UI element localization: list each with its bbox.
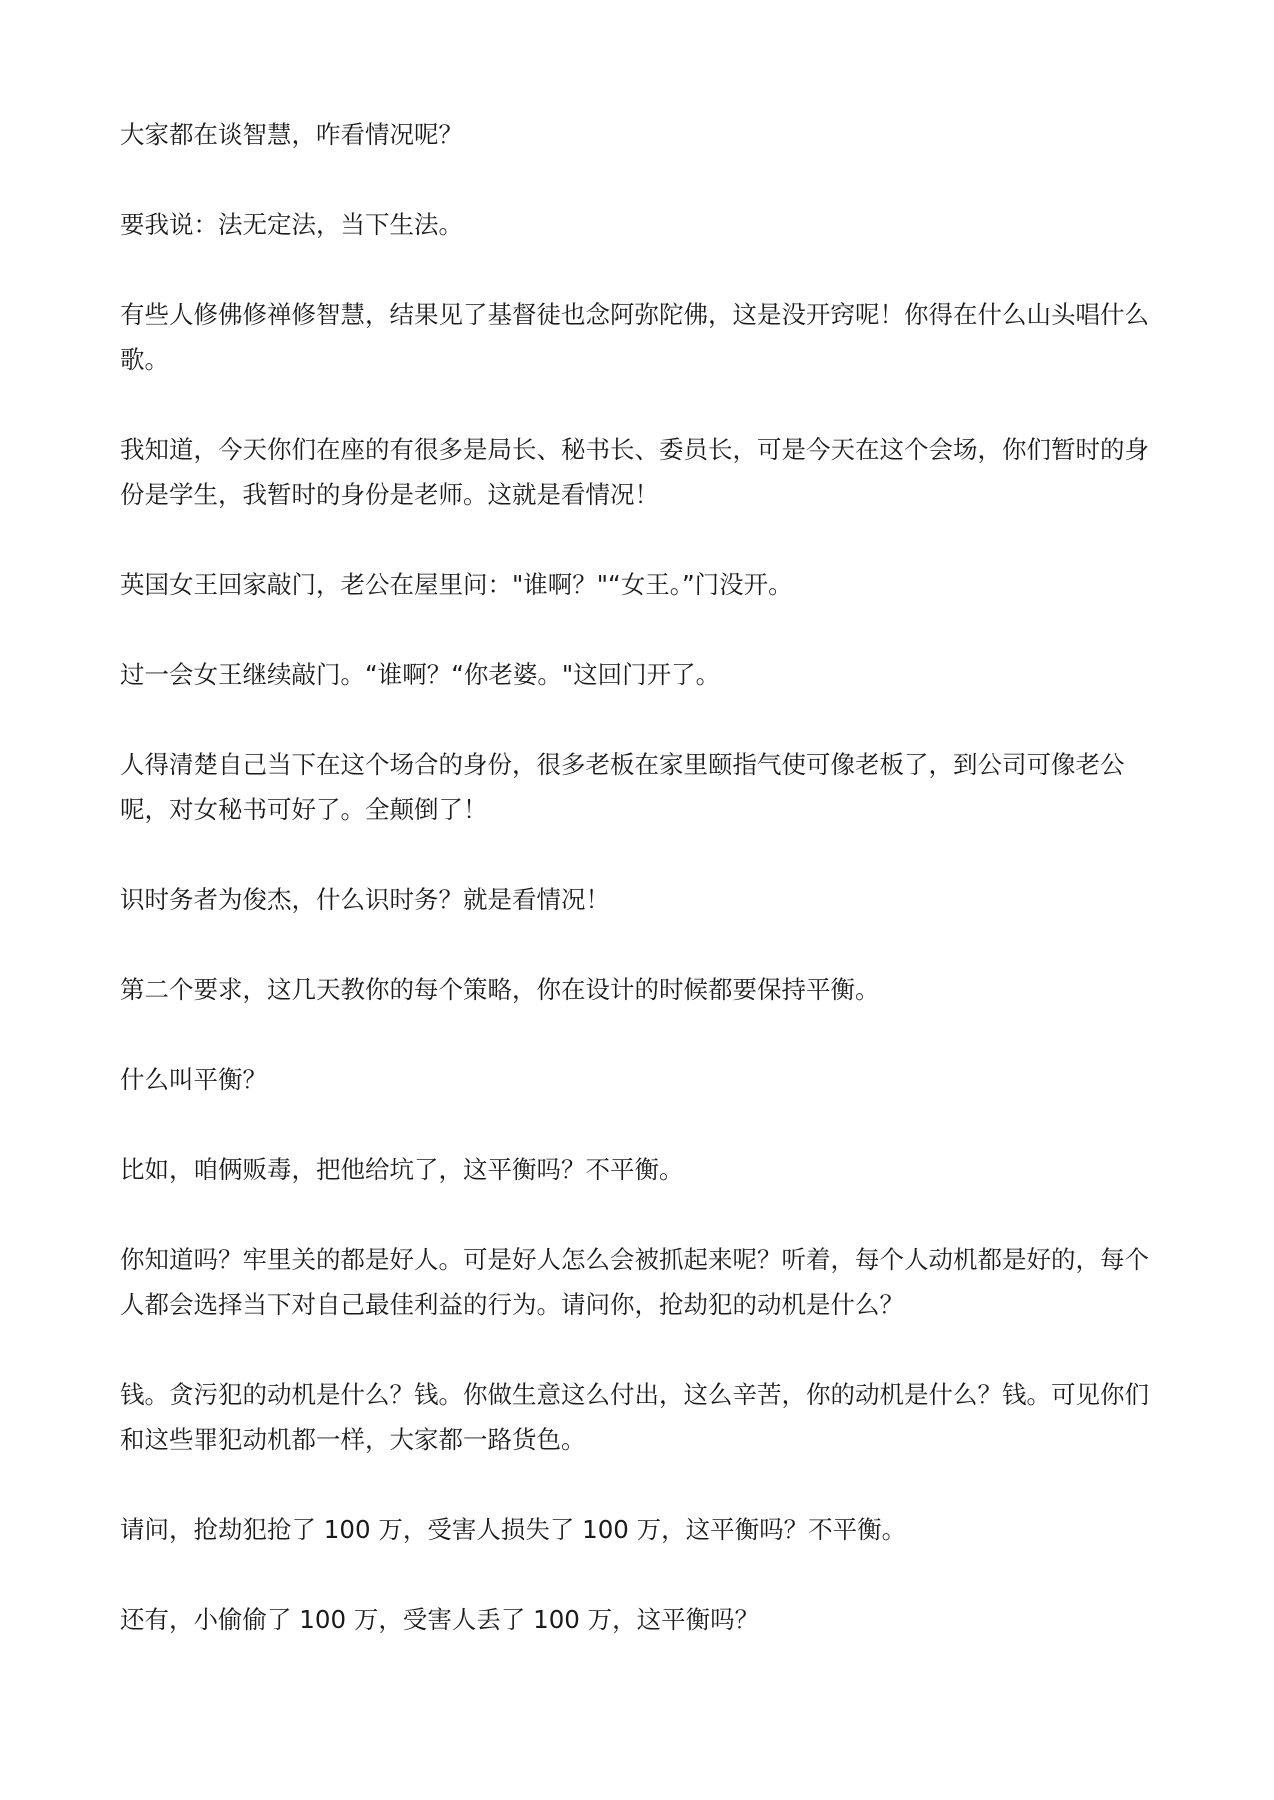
paragraph-9: 第二个要求，这几天教你的每个策略，你在设计的时候都要保持平衡。 — [120, 975, 880, 1004]
paragraph-4: 我知道，今天你们在座的有很多是局长、秘书长、委员长，可是今天在这个会场，你们暂时的身份是学生，我暂时的身份是老师。这就是看情况！ — [120, 435, 1149, 509]
paragraph-10: 什么叫平衡？ — [120, 1065, 267, 1094]
document-body — [120, 112, 1170, 1642]
paragraph-3: 有些人修佛修禅修智慧，结果见了基督徒也念阿弥陀佛，这是没开窍呢！你得在什么山头唱什么歌。 — [120, 300, 1149, 374]
paragraph-5: 英国女王回家敲门，老公在屋里问："谁啊？"“女王。”门没开。 — [120, 570, 793, 599]
paragraph-8: 识时务者为俊杰，什么识时务？就是看情况！ — [120, 885, 610, 914]
paragraph-11: 比如，咱俩贩毒，把他给坑了，这平衡吗？不平衡。 — [120, 1155, 684, 1184]
paragraph-12: 你知道吗？牢里关的都是好人。可是好人怎么会被抓起来呢？听着，每个人动机都是好的，每个人都会选择当下对自己最佳利益的行为。请问你，抢劫犯的动机是什么？ — [120, 1245, 1149, 1319]
paragraph-13: 钱。贪污犯的动机是什么？钱。你做生意这么付出，这么辛苦，你的动机是什么？钱。可见你们和这些罪犯动机都一样，大家都一路货色。 — [120, 1380, 1149, 1454]
paragraph-6: 过一会女王继续敲门。“谁啊？“你老婆。"这回门开了。 — [120, 660, 721, 689]
paragraph-2: 要我说：法无定法，当下生法。 — [120, 210, 463, 239]
paragraph-14: 请问，抢劫犯抢了 100 万，受害人损失了 100 万，这平衡吗？不平衡。 — [120, 1515, 907, 1544]
paragraph-15: 还有，小偷偷了 100 万，受害人丢了 100 万，这平衡吗？ — [120, 1605, 760, 1634]
paragraph-7: 人得清楚自己当下在这个场合的身份，很多老板在家里颐指气使可像老板了，到公司可像老公呢，对女秘书可好了。全颠倒了！ — [120, 750, 1125, 824]
paragraph-1: 大家都在谈智慧，咋看情况呢？ — [120, 120, 463, 149]
